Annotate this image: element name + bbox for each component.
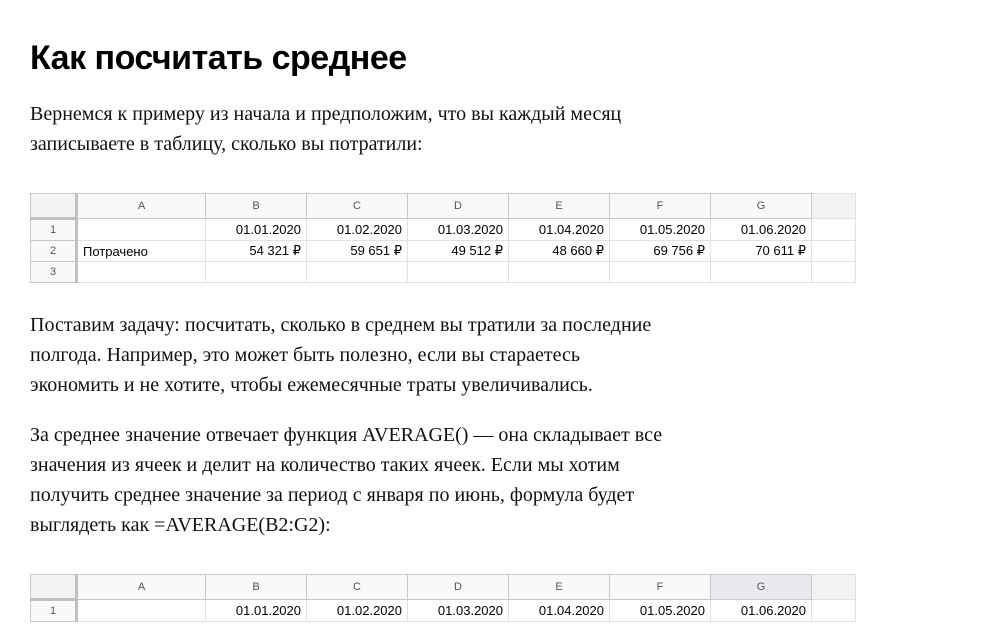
column-header-empty <box>812 575 856 600</box>
column-header-g-selected: G <box>711 575 812 600</box>
text-line: Поставим задачу: посчитать, сколько в среднем вы тратили за последние <box>30 314 652 336</box>
cell-c3 <box>307 262 408 283</box>
cell-g3 <box>711 262 812 283</box>
article-title: Как посчитать среднее <box>30 39 407 77</box>
column-header-g: G <box>711 194 812 219</box>
cell-a2: Потрачено <box>77 241 206 262</box>
cell-e1: 01.04.2020 <box>509 600 610 622</box>
cell-g1: 01.06.2020 <box>711 600 812 622</box>
text-line: записываете в таблицу, сколько вы потратили: <box>30 133 423 155</box>
text-line: получить среднее значение за период с января по июнь, формула будет <box>30 484 635 506</box>
column-header-c: C <box>307 194 408 219</box>
text-line: значения из ячеек и делит на количество таких ячеек. Если мы хотим <box>30 454 620 476</box>
cell-e2: 48 660 ₽ <box>509 241 610 262</box>
cell-f1: 01.05.2020 <box>610 219 711 241</box>
column-header-b: B <box>206 575 307 600</box>
column-header-a: A <box>77 194 206 219</box>
intro-paragraph <box>30 99 621 159</box>
cell-f2: 69 756 ₽ <box>610 241 711 262</box>
column-header-c: C <box>307 575 408 600</box>
column-header-d: D <box>408 575 509 600</box>
column-header-b: B <box>206 194 307 219</box>
cell-g1: 01.06.2020 <box>711 219 812 241</box>
cell-e3 <box>509 262 610 283</box>
row-number: 1 <box>31 219 77 241</box>
cell-c2: 59 651 ₽ <box>307 241 408 262</box>
text-line: выглядеть как =AVERAGE(B2:G2): <box>30 514 331 536</box>
cell-b1: 01.01.2020 <box>206 600 307 622</box>
cell-b1: 01.01.2020 <box>206 219 307 241</box>
column-header-d: D <box>408 194 509 219</box>
text-line: За среднее значение отвечает функция AVERAGE() — она складывает все <box>30 424 663 446</box>
cell-d1: 01.03.2020 <box>408 219 509 241</box>
cell-f3 <box>610 262 711 283</box>
row-number: 3 <box>31 262 77 283</box>
text-line: экономить и не хотите, чтобы ежемесячные траты увеличивались. <box>30 374 593 396</box>
column-header-e: E <box>509 194 610 219</box>
cell-f1: 01.05.2020 <box>610 600 711 622</box>
column-header-row <box>31 575 856 600</box>
column-header-e: E <box>509 575 610 600</box>
column-header-row <box>31 194 856 219</box>
cell-empty <box>812 219 856 241</box>
table-row <box>31 219 856 241</box>
cell-empty <box>812 241 856 262</box>
cell-d1: 01.03.2020 <box>408 600 509 622</box>
cell-c1: 01.02.2020 <box>307 600 408 622</box>
cell-d2: 49 512 ₽ <box>408 241 509 262</box>
task-paragraph <box>30 310 651 400</box>
cell-b2: 54 321 ₽ <box>206 241 307 262</box>
table-row <box>31 241 856 262</box>
spreadsheet-expenses <box>30 193 856 283</box>
spreadsheet-average-example <box>30 574 856 622</box>
text-line: полгода. Например, это может быть полезно, если вы стараетесь <box>30 344 581 366</box>
column-header-empty <box>812 194 856 219</box>
table-row <box>31 600 856 622</box>
column-header-a: A <box>77 575 206 600</box>
cell-g2: 70 611 ₽ <box>711 241 812 262</box>
cell-a3 <box>77 262 206 283</box>
cell-d3 <box>408 262 509 283</box>
column-header-f: F <box>610 575 711 600</box>
text-line: Вернемся к примеру из начала и предположим, что вы каждый месяц <box>30 103 622 125</box>
table-row <box>31 262 856 283</box>
cell-empty <box>812 262 856 283</box>
sheet-corner <box>31 194 77 219</box>
average-function-paragraph <box>30 420 662 540</box>
cell-a1 <box>77 219 206 241</box>
row-number: 1 <box>31 600 77 622</box>
sheet-corner <box>31 575 77 600</box>
cell-c1: 01.02.2020 <box>307 219 408 241</box>
cell-empty <box>812 600 856 622</box>
cell-b3 <box>206 262 307 283</box>
cell-e1: 01.04.2020 <box>509 219 610 241</box>
cell-a1 <box>77 600 206 622</box>
column-header-f: F <box>610 194 711 219</box>
row-number: 2 <box>31 241 77 262</box>
